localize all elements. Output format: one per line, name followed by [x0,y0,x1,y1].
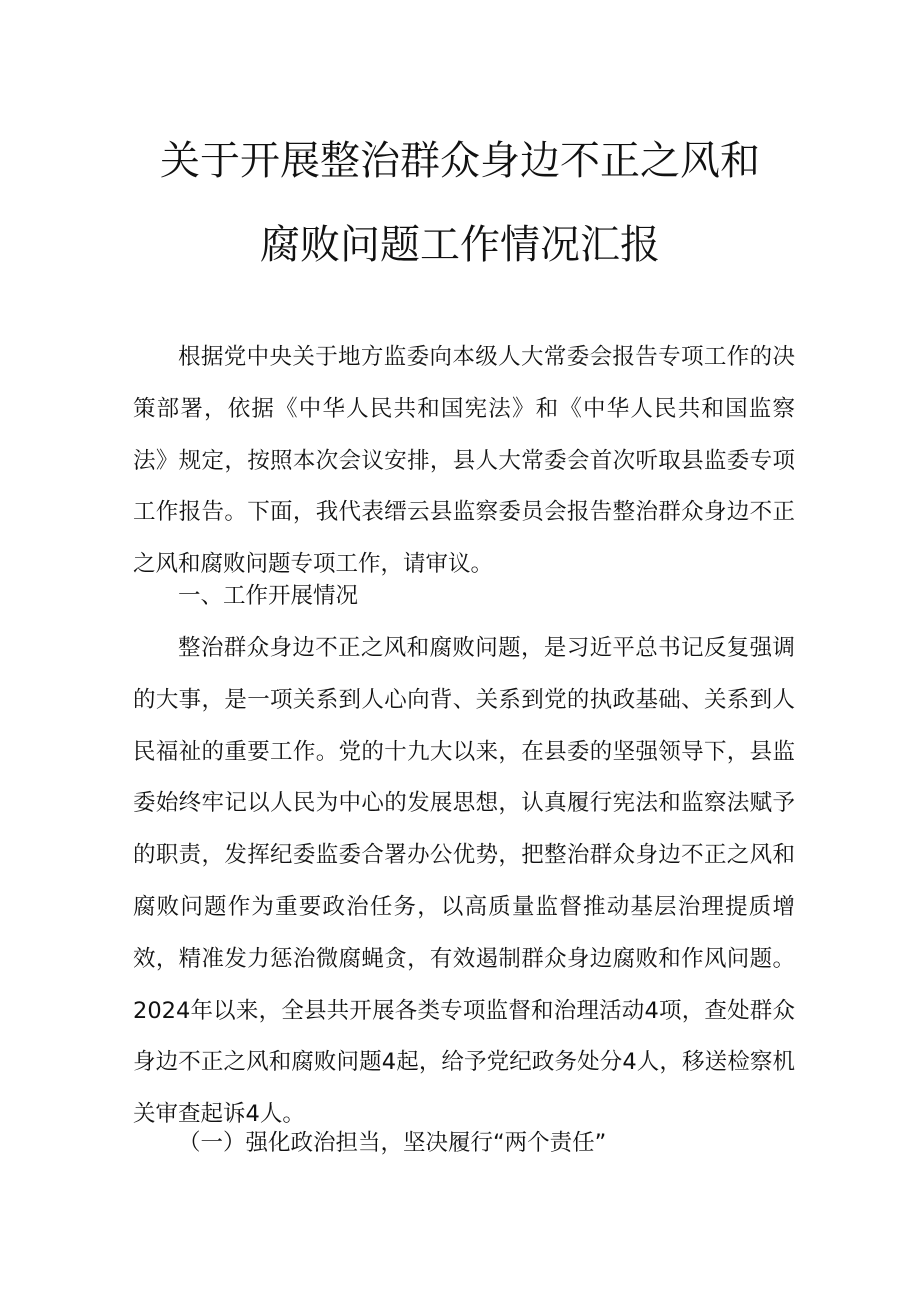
section-heading: 一、工作开展情况 [178,583,359,609]
intro-paragraph: 根据党中央关于地方监委向本级人大常委会报告专项工作的决策部署，依据《中华人民共和国宪法》和《中华人民共和国监察法》规定，按照本次会议安排，县人大常委会首次听取县监委专项工作报告。下面，我代表缙云县监察委员会报告整治群众身边不正之风和腐败问题专项工作，请审议。 [133,344,795,578]
section-paragraph: 整治群众身边不正之风和腐败问题，是习近平总书记反复强调的大事，是一项关系到人心向背、关系到党的执政基础、关系到人民福祉的重要工作。党的十九大以来，在县委的坚强领导下，县监委始终牢记以人民为中心的发展思想，认真履行宪法和监察法赋予的职责，发挥纪委监委合署办公优势，把整治群众身边不正之风和腐败问题作为重要政治任务，以高质量监督推动基层治理提质增效，精准发力惩治微腐蝇贪，有效遏制群众身边腐败和作风问题。2024年以来，全县共开展各类专项监督和治理活动4项，查处群众身边不正之风和腐败问题4起，给予党纪政务处分4人，移送检察机关审查起诉4人。 [133,635,795,1128]
intro-paragraph-block [133,332,795,591]
document-title-line-2: 腐败问题工作情况汇报 [260,222,660,268]
section-paragraph-block [133,623,795,1141]
subsection-heading: （一）强化政治担当，坚决履行“两个责任” [178,1130,607,1156]
document-title-line-1: 关于开展整治群众身边不正之风和 [160,138,760,184]
